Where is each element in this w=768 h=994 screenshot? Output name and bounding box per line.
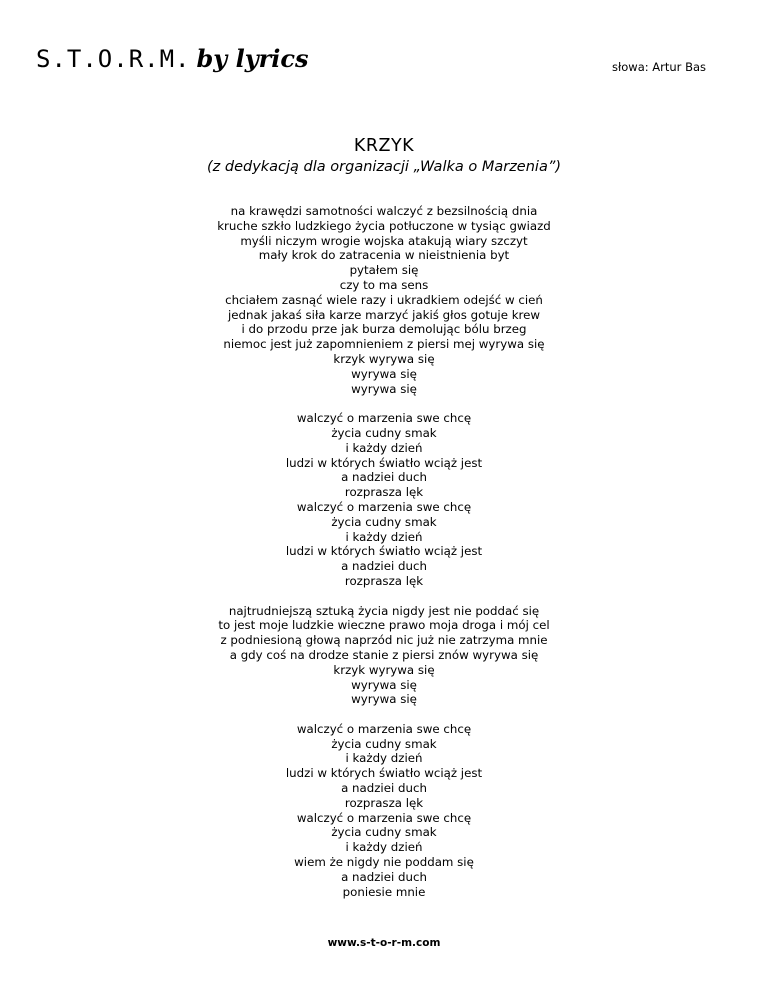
lyric-line: to jest moje ludzkie wieczne prawo moja droga i mój cel [218,618,550,633]
lyric-line: ludzi w których światło wciąż jest [285,766,483,781]
lyric-line: wyrywa się [351,677,417,692]
lyric-line: kruche szkło ludzkiego życia potłuczone w tysiąc gwiazd [217,218,551,233]
lyric-line: życia cudny smak [331,425,437,440]
lyric-line: a nadziei duch [341,559,427,574]
lyric-line: a nadziei duch [341,869,427,884]
lyric-line: ludzi w których światło wciąż jest [285,455,483,470]
lyric-line: walczyć o marzenia swe chcę [296,810,472,825]
lyric-line: wiem że nigdy nie poddam się [294,855,474,870]
lyric-line: pytałem się [349,263,419,278]
lyric-line: wyrywa się [351,692,417,707]
lyric-line: walczyć o marzenia swe chcę [296,721,472,736]
lyric-line: krzyk wyrywa się [333,351,435,366]
lyric-line: życia cudny smak [331,736,437,751]
lyric-line: życia cudny smak [331,825,437,840]
lyric-line: poniesie mnie [342,884,426,899]
lyric-line: rozprasza lęk [344,485,424,500]
lyrics-stanza [0,204,768,396]
footer-url[interactable]: www.s-t-o-r-m.com [327,937,441,949]
lyric-line: czy to ma sens [339,277,429,292]
lyrics-stanza [0,604,768,708]
lyric-line: krzyk wyrywa się [333,662,435,677]
lyrics-stanza [0,722,768,900]
lyric-line: a nadziei duch [341,470,427,485]
lyric-line: na krawędzi samotności walczyć z bezsilnością dnia [230,204,538,218]
logo-byline: by lyrics [196,44,309,73]
lyrics-stanza [0,411,768,589]
lyric-line: a nadziei duch [341,781,427,796]
lyric-line: ludzi w których światło wciąż jest [285,544,483,559]
lyric-line: i do przodu prze jak burza demolując bólu brzeg [241,322,527,337]
logo-text: S.T.O.R.M. [36,45,191,73]
lyric-line: chciałem zasnąć wiele razy i ukradkiem odejść w cień [225,292,543,307]
lyric-line: mały krok do zatracenia w nieistnienia byt [258,248,510,263]
lyric-line: a gdy coś na drodze stanie z piersi znów wyrywa się [229,647,539,662]
lyric-line: niemoc jest już zapomnieniem z piersi mej wyrywa się [223,337,545,352]
lyric-line: i każdy dzień [345,751,423,766]
song-dedication: (z dedykacją dla organizacji „Walka o Marzenia”) [206,159,562,175]
lyric-line: i każdy dzień [345,529,423,544]
lyric-line: wyrywa się [351,381,417,396]
lyrics-body [0,204,768,914]
lyric-line: najtrudniejszą sztuką życia nigdy jest nie poddać się [228,603,540,618]
lyric-line: życia cudny smak [331,514,437,529]
lyric-line: walczyć o marzenia swe chcę [296,411,472,426]
lyric-line: myśli niczym wrogie wojska atakują wiary szczyt [240,233,528,248]
lyric-line: i każdy dzień [345,440,423,455]
author-credit: słowa: Artur Bas [612,60,706,74]
lyric-line: i każdy dzień [345,840,423,855]
lyric-line: wyrywa się [351,366,417,381]
lyric-line: jednak jakaś siła karze marzyć jakiś głos gotuje krew [227,307,541,322]
lyric-line: rozprasza lęk [344,573,424,588]
site-logo [36,44,309,73]
song-title: KRZYK [353,136,415,156]
lyric-line: z podniesioną głową naprzód nic już nie zatrzyma mnie [220,633,548,648]
lyric-line: walczyć o marzenia swe chcę [296,499,472,514]
lyric-line: rozprasza lęk [344,795,424,810]
